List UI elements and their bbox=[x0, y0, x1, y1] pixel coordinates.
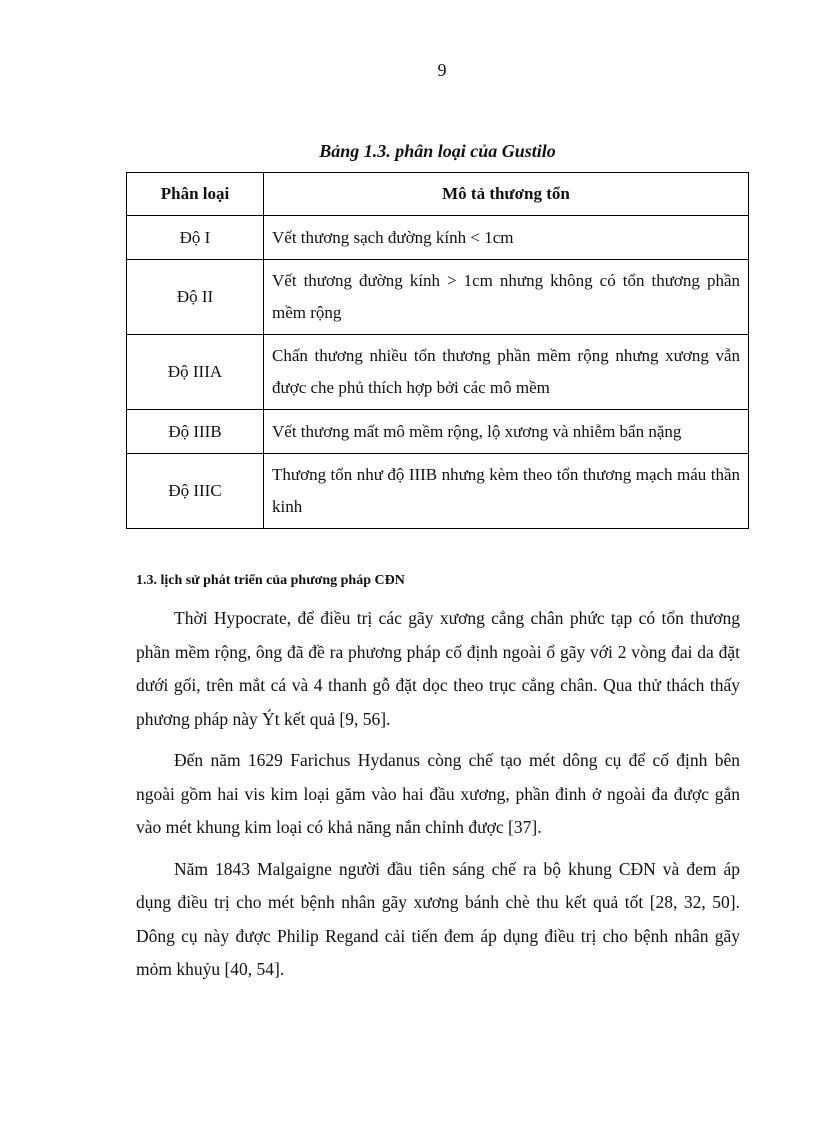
page-number: 9 bbox=[437, 60, 447, 80]
grade-cell: Độ I bbox=[127, 216, 264, 260]
grade-cell: Độ II bbox=[127, 260, 264, 335]
table-row bbox=[127, 335, 749, 410]
paragraph-hydanus: Đến năm 1629 Farichus Hydanus còng chế tạo mét dông cụ để cố định bên ngoài gồm hai vis kim loại găm vào hai đầu xương, phần đinh ở ngoài đa được gắn vào mét khung kim loại có khả năng nắn chỉnh được [37]. bbox=[136, 750, 740, 837]
table-header-row bbox=[127, 173, 749, 216]
description-cell: Vết thương sạch đường kính < 1cm bbox=[264, 216, 749, 260]
description-cell: Thương tổn như độ IIIB nhưng kèm theo tổn thương mạch máu thần kinh bbox=[264, 454, 749, 529]
header-grade: Phân loại bbox=[127, 173, 264, 216]
table-caption: Bảng 1.3. phân loại của Gustilo bbox=[319, 141, 556, 161]
description-cell: Chấn thương nhiều tổn thương phần mềm rộng nhưng xương vẫn được che phủ thích hợp bởi các mô mềm bbox=[264, 335, 749, 410]
grade-cell: Độ IIIB bbox=[127, 410, 264, 454]
grade-cell: Độ IIIA bbox=[127, 335, 264, 410]
table-row bbox=[127, 216, 749, 260]
description-cell: Vết thương mất mô mềm rộng, lộ xương và nhiễm bẩn nặng bbox=[264, 410, 749, 454]
table-row bbox=[127, 454, 749, 529]
table-row bbox=[127, 410, 749, 454]
paragraph-hypocrate: Thời Hypocrate, để điều trị các gãy xương cẳng chân phức tạp có tổn thương phần mềm rộng, ông đã đề ra phương pháp cố định ngoài ổ gãy với 2 vòng đai da đặt dưới gối, trên mắt cá và 4 thanh gỗ đặt dọc theo trục cẳng chân. Qua thử thách thấy phương pháp này Ýt kết quả [9, 56]. bbox=[136, 608, 740, 729]
section-body bbox=[136, 602, 740, 995]
description-cell: Vết thương đường kính > 1cm nhưng không có tổn thương phần mềm rộng bbox=[264, 260, 749, 335]
header-description: Mô tả thương tổn bbox=[264, 173, 749, 216]
gustilo-classification-table bbox=[126, 172, 749, 529]
section-heading: 1.3. lịch sử phát triển của phương pháp CĐN bbox=[136, 573, 405, 588]
table-row bbox=[127, 260, 749, 335]
grade-cell: Độ IIIC bbox=[127, 454, 264, 529]
paragraph-malgaigne: Năm 1843 Malgaigne người đầu tiên sáng chế ra bộ khung CĐN và đem áp dụng điều trị cho mét bệnh nhân gãy xương bánh chè thu kết quả tốt [28, 32, 50]. Dông cụ này được Philip Regand cải tiến đem áp dụng điều trị cho bệnh nhân gãy mỏm khuỷu [40, 54]. bbox=[136, 858, 740, 979]
